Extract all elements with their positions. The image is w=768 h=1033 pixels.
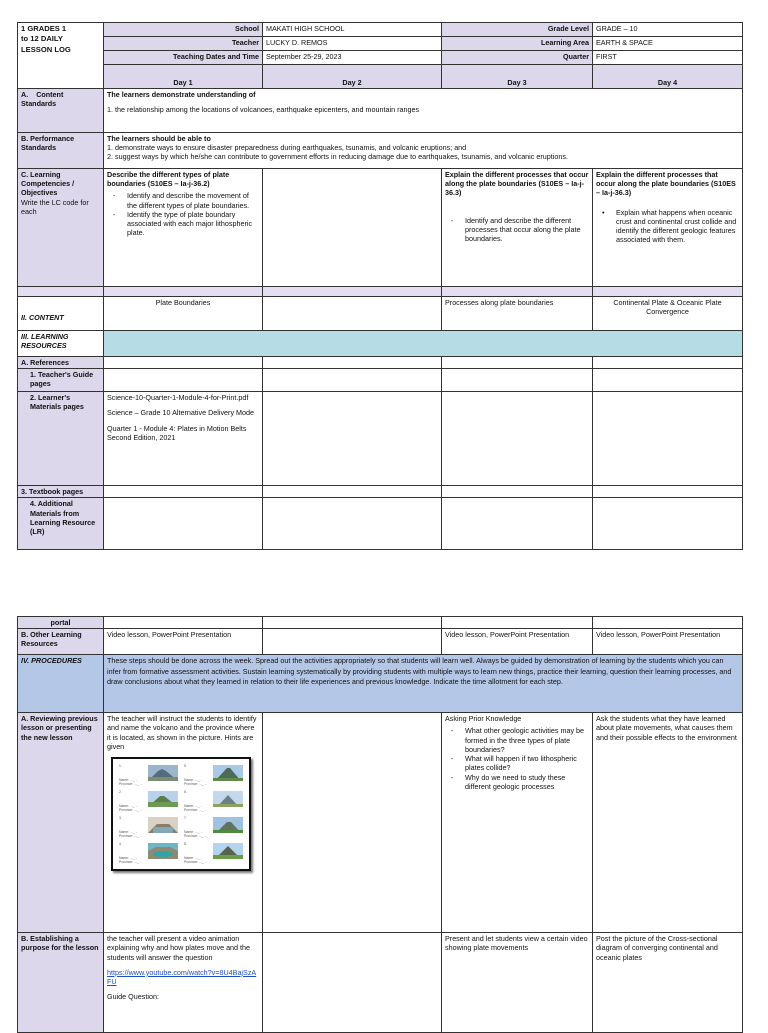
learners-materials-label: 2. Learner's Materials pages (18, 392, 104, 486)
other-resources-label: B. Other Learning Resources (18, 629, 104, 655)
log-title (18, 23, 104, 65)
content-label: II. CONTENT (18, 297, 104, 331)
lm-module: Quarter 1 - Module 4: Plates in Motion Belts Second Edition, 2021 (107, 423, 247, 442)
lm-adm: Science – Grade 10 Alternative Delivery Mode (107, 408, 255, 418)
content-day4: Continental Plate & Oceanic Plate Convergence (593, 297, 743, 331)
volcano-photo-5: 3. Name: ..._ .. Province: ..._ .. (117, 815, 180, 839)
other-resources-day1: Video lesson, PowerPoint Presentation (104, 629, 263, 655)
references-label: A. References (18, 357, 104, 369)
content-standards-label (18, 89, 104, 133)
learning-resources-label: III. LEARNING RESOURCES (18, 331, 104, 357)
title-line3: LESSON LOG (21, 44, 71, 54)
other-resources-day4: Video lesson, PowerPoint Presentation (593, 629, 743, 655)
school-label: School (104, 23, 263, 37)
grade-level-label: Grade Level (442, 23, 593, 37)
performance-standards-label: B. Performance Standards (18, 133, 104, 169)
reviewing-label: A. Reviewing previous lesson or presenting the new lesson (18, 713, 104, 933)
reviewing-day3 (442, 713, 593, 933)
learning-area-label: Learning Area (442, 37, 593, 51)
guide-question-label: Guide Question: (107, 992, 159, 1002)
teachers-guide-label: 1. Teacher's Guide pages (18, 369, 104, 392)
volcano-photo-6: 7. Name: ..._ .. Province: ..._ .. (182, 815, 245, 839)
school-value: MAKATI HIGH SCHOOL (263, 23, 442, 37)
quarter-label: Quarter (442, 51, 593, 65)
content-day2 (263, 297, 442, 331)
day3-header: Day 3 (442, 65, 593, 89)
purpose-day1 (104, 933, 263, 1033)
day1-header: Day 1 (104, 65, 263, 89)
performance-standards-line3: 2. suggest ways by which he/she can contribute to government efforts in reducing damage due to earthquakes, tsunamis, and volcanic eruptions. (107, 152, 568, 162)
competency-day4-title: Explain the different processes that occur along the plate boundaries (S10ES – Ia-j-36.3) (596, 170, 736, 198)
purpose-day1-text: the teacher will present a video animation explaining why and how plates move and the students will answer the question (107, 934, 251, 962)
volcano-photo-8: 8. Name: ..._ .. Province: ..._ .. (182, 841, 245, 865)
competencies-day2 (263, 169, 442, 287)
purpose-label: B. Establishing a purpose for the lesson (18, 933, 104, 1033)
performance-standards-line1: The learners should be able to (107, 134, 211, 143)
volcano-photo-collage (111, 757, 251, 871)
volcano-photo-1: 1. Name: ..._ .. Province: ..._ .. (117, 763, 180, 787)
portal-label: portal (18, 617, 104, 629)
reviewing-day4: Ask the students what they have learned about plate movements, what causes them and their possible effects to the environment (593, 713, 743, 933)
content-standards-line1: The learners demonstrate understanding of (107, 90, 256, 99)
lesson-log-table-page1 (17, 22, 743, 550)
reviewing-day3-title: Asking Prior Knowledge (445, 714, 522, 724)
youtube-link[interactable]: https://www.youtube.com/watch?v=8U4BajSzAFU (107, 967, 257, 987)
competency-day4-item1: • Explain what happens when oceanic crust and continental crust collide and identify the different geologic features associated with them. (616, 208, 739, 245)
competencies-day4 (593, 169, 743, 287)
volcano-photo-3: 2. Name: ..._ .. Province: ..._ .. (117, 789, 180, 813)
competencies-note: Write the LC code for each (21, 197, 89, 216)
dates-value: September 25-29, 2023 (263, 51, 442, 65)
purpose-day4: Post the picture of the Cross-sectional diagram of converging continental and oceanic plates (593, 933, 743, 1033)
competency-day1-item2: - Identify the type of plate boundary associated with each major lithospheric plate. (127, 210, 259, 238)
competencies-day1 (104, 169, 263, 287)
competencies-title: C. Learning Competencies / Objectives (21, 170, 75, 198)
procedures-text: These steps should be done across the week. Spread out the activities appropriately so that students will learn well. Always be guided by demonstration of learning by the students which you can infer from formative assessment activities. Sustain learning systematically by providing students with multiple ways to learn new things, practice their learning, question their learning processes, and draw conclusions about what they learned in relation to their life experiences and previous knowledge. Indicate the time allotment for each step. (104, 655, 743, 713)
content-standards-line2: 1. the relationship among the locations of volcanoes, earthquake epicenters, and mountain ranges (107, 105, 420, 115)
quarter-value: FIRST (593, 51, 743, 65)
content-standards-letter: A. (21, 90, 29, 99)
lesson-log-table-page2 (17, 616, 743, 1033)
volcano-photo-4: 6. Name: ..._ .. Province: ..._ .. (182, 789, 245, 813)
day4-header: Day 4 (593, 65, 743, 89)
reviewing-day3-q1: - What other geologic activities may be formed in the three types of plate boundaries? (465, 726, 589, 754)
content-standards-title: Content Standards (21, 90, 64, 109)
content-day1: Plate Boundaries (104, 297, 263, 331)
learning-area-value: EARTH & SPACE (593, 37, 743, 51)
competencies-day3 (442, 169, 593, 287)
teacher-value: LUCKY D. REMOS (263, 37, 442, 51)
textbook-label: 3. Textbook pages (18, 486, 104, 498)
title-line2: to 12 DAILY (21, 34, 63, 44)
competency-day3-item1: - Identify and describe the different processes that occur along the plate boundaries. (465, 216, 589, 244)
learners-materials-day1 (104, 392, 263, 486)
learning-resources-band (104, 331, 743, 357)
volcano-photo-7: 4. Name: ..._ .. Province: ..._ .. (117, 841, 180, 865)
reviewing-day3-q2: - What will happen if two lithospheric plates collide? (465, 754, 589, 772)
performance-standards-text (104, 133, 743, 169)
competency-day3-title: Explain the different processes that occur along the plate boundaries (S10ES – Ia-j-36.3) (445, 170, 589, 198)
volcano-photo-2: 5. Name: ..._ .. Province: ..._ .. (182, 763, 245, 787)
reviewing-day1-text: The teacher will instruct the students to identify and name the volcano and the province where it is located, as shown in the picture. Hints are given (107, 714, 257, 751)
reviewing-day1 (104, 713, 263, 933)
teacher-label: Teacher (104, 37, 263, 51)
reviewing-day3-q3: - Why do we need to study these different geologic processes (465, 773, 589, 791)
competency-day1-item1: - Identify and describe the movement of the different types of plate boundaries. (127, 191, 259, 209)
competencies-label (18, 169, 104, 287)
purpose-day3: Present and let students view a certain video showing plate movements (442, 933, 593, 1033)
competency-day1-title: Describe the different types of plate boundaries (S10ES – Ia-j-36.2) (107, 170, 230, 189)
grade-level-value: GRADE – 10 (593, 23, 743, 37)
performance-standards-line2: 1. demonstrate ways to ensure disaster preparedness during earthquakes, tsunamis, and volcanic eruptions; and (107, 143, 467, 153)
procedures-label: IV. PROCEDURES (18, 655, 104, 713)
day2-header: Day 2 (263, 65, 442, 89)
content-standards-text (104, 89, 743, 133)
spacer-cell (18, 287, 104, 297)
lm-file: Science-10-Quarter-1-Module-4-for-Print.pdf (107, 393, 249, 403)
dates-label: Teaching Dates and Time (104, 51, 263, 65)
other-resources-day3: Video lesson, PowerPoint Presentation (442, 629, 593, 655)
additional-materials-label: 4. Additional Materials from Learning Resource (LR) (18, 498, 104, 550)
content-day3: Processes along plate boundaries (442, 297, 593, 331)
title-line1: 1 GRADES 1 (21, 24, 67, 33)
